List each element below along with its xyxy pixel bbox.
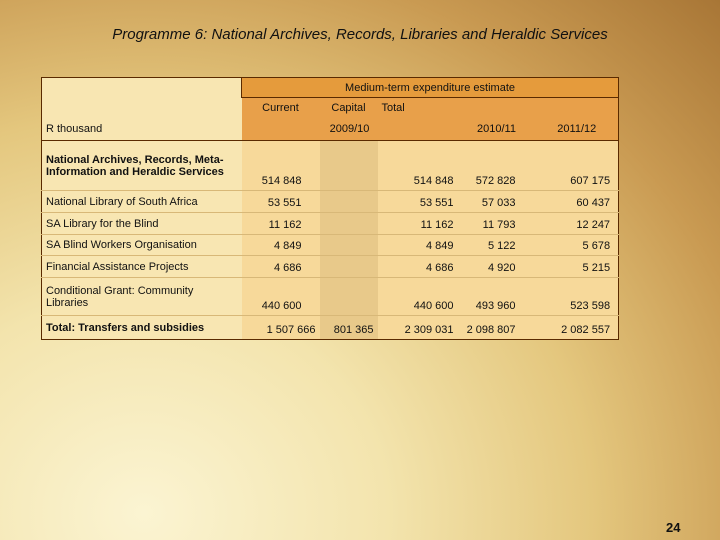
cell-current: 1 507 666 [242,316,320,340]
row-label: Conditional Grant: Community Libraries [42,278,242,316]
page-number: 24 [666,520,681,535]
table-row [42,256,619,278]
table-row [42,235,619,256]
cell-total: 4 686 [378,256,458,278]
table-row [42,278,619,316]
col-current-header: Current [242,98,320,119]
row-label: SA Library for the Blind [42,213,242,235]
table-row [42,213,619,235]
cell-total: 440 600 [378,278,458,316]
cell-total: 2 309 031 [378,316,458,340]
row-label: Total: Transfers and subsidies [42,316,242,340]
cell-total: 514 848 [378,141,458,191]
cell-2011-12: 607 175 [536,141,619,191]
cell-current: 440 600 [242,278,320,316]
year-0-header: 2009/10 [242,119,458,141]
table-row-total [42,316,619,340]
cell-capital [320,191,378,213]
cell-2010-11: 4 920 [458,256,536,278]
row-header-r-thousand: R thousand [42,119,242,141]
row-label: Financial Assistance Projects [42,256,242,278]
cell-capital [320,235,378,256]
slide-title: Programme 6: National Archives, Records, Libraries and Heraldic Services [112,26,608,43]
cell-2011-12: 5 678 [536,235,619,256]
cell-2011-12: 2 082 557 [536,316,619,340]
cell-total: 53 551 [378,191,458,213]
year-1-header: 2010/11 [458,119,536,141]
cell-2010-11: 572 828 [458,141,536,191]
cell-2010-11: 493 960 [458,278,536,316]
cell-current: 514 848 [242,141,320,191]
col-capital-header: Capital [320,98,378,119]
row-label: SA Blind Workers Organisation [42,235,242,256]
cell-2010-11: 57 033 [458,191,536,213]
row-label: National Archives, Records, Meta-Information and Heraldic Services [42,141,242,191]
cell-2011-12: 60 437 [536,191,619,213]
cell-capital [320,256,378,278]
cell-current: 53 551 [242,191,320,213]
cell-2010-11: 11 793 [458,213,536,235]
expenditure-table [41,77,619,340]
header-blank [42,78,242,98]
mtef-header: Medium-term expenditure estimate [242,78,619,98]
cell-capital [320,141,378,191]
cell-2011-12: 5 215 [536,256,619,278]
cell-capital: 801 365 [320,316,378,340]
table-row [42,191,619,213]
year-2-header: 2011/12 [536,119,619,141]
cell-capital [320,278,378,316]
cell-total: 11 162 [378,213,458,235]
cell-2010-11: 2 098 807 [458,316,536,340]
row-label: National Library of South Africa [42,191,242,213]
cell-2011-12: 12 247 [536,213,619,235]
cell-total: 4 849 [378,235,458,256]
cell-2010-11: 5 122 [458,235,536,256]
cell-current: 4 686 [242,256,320,278]
cell-current: 11 162 [242,213,320,235]
table-row [42,141,619,191]
cell-2011-12: 523 598 [536,278,619,316]
col-total-header: Total [378,98,458,119]
cell-capital [320,213,378,235]
cell-current: 4 849 [242,235,320,256]
